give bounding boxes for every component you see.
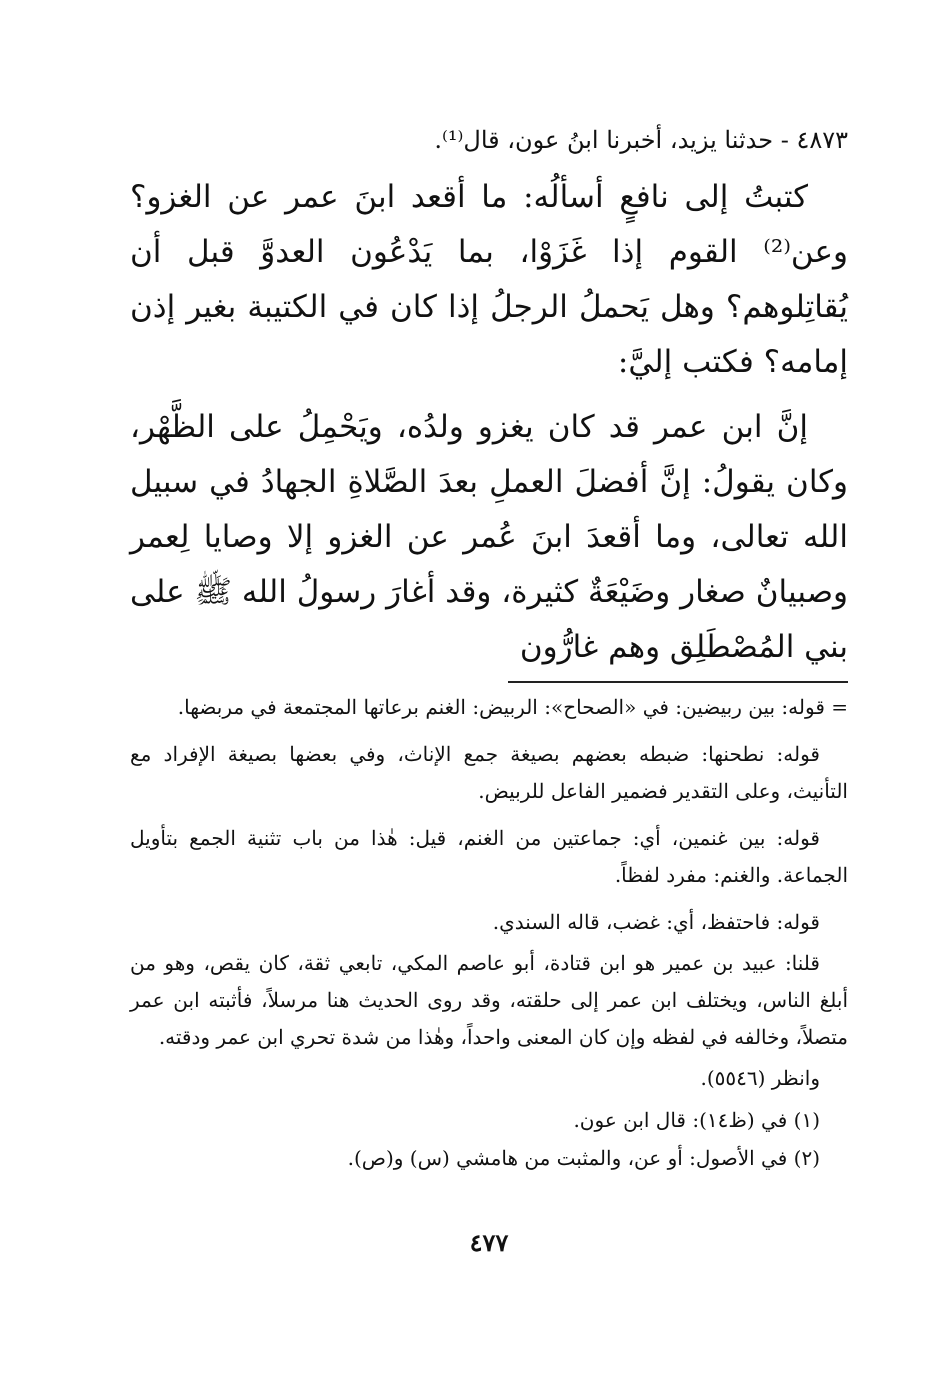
commentary-paragraph: = قوله: بين ربيضين: في «الصحاح»: الربيض: الغنم برعاتها المجتمعة في مربضها. [177,695,848,719]
footnote-separator [508,681,848,683]
commentary-paragraph: قوله: نطحنها: ضبطه بعضهم بصيغة جمع الإناث، وفي بعضها بصيغة الإفراد مع التأنيث، وعلى التقدير فضمير الفاعل للربيض. [130,742,848,803]
page-number: ٤٧٧ [469,1228,509,1257]
footnote: (١) في (ظ١٤): قال ابن عون. [573,1108,820,1132]
footnotes [130,1101,848,1177]
hadith-text [130,170,848,675]
hadith-paragraph-1: كتبتُ إلى نافعٍ أسألُه: ما أقعد ابنَ عمر عن الغزو؟ وعن⁽²⁾ القوم إذا غَزَوْا، بما يَدْعُون العدوَّ قبل أن يُقاتِلوهم؟ وهل يَحملُ الرجلُ إذا كان في الكتيبة بغير إذن إمامه؟ فكتب إليَّ: [130,179,848,380]
commentary [130,689,848,1097]
commentary-paragraph: قوله: بين غنمين، أي: جماعتين من الغنم، قيل: هٰذا من باب تثنية الجمع بتأويل الجماعة. والغنم: مفرد لفظاً. [130,826,848,887]
commentary-paragraph: وانظر (٥٥٤٦). [700,1066,820,1090]
hadith-header: ٤٨٧٣ - حدثنا يزيد، أخبرنا ابنُ عون، قال⁽¹⁾. [434,126,848,154]
hadith-paragraph-2: إنَّ ابن عمر قد كان يغزو ولدُه، ويَحْمِلُ على الظَّهْر، وكان يقولُ: إنَّ أفضلَ العملِ بعدَ الصَّلاةِ الجهادُ في سبيل الله تعالى، وما أقعدَ ابنَ عُمر عن الغزو إلا وصايا لِعمر وصبيانٌ صغار وضَيْعَةٌ كثيرة، وقد أغارَ رسولُ الله ﷺ على بني المُصْطَلِق وهم غارُّون [130,409,848,665]
footnote: (٢) في الأصول: أو عن، والمثبت من هامشي (س) و(ص). [347,1146,820,1170]
book-page [130,118,848,1278]
commentary-paragraph: قلنا: عبيد بن عمير هو ابن قتادة، أبو عاصم المكي، تابعي ثقة، كان يقص، وهو من أبلغ الناس، ويختلف ابن عمر إلى حلقته، وقد روى الحديث هنا مرسلاً، فأثبته ابن عمر متصلاً، وخالفه في لفظه وإن كان المعنى واحداً، وهٰذا من شدة تحري ابن عمر ودقته. [130,951,848,1049]
commentary-paragraph: قوله: فاحتفظ، أي: غضب، قاله السندي. [492,910,820,934]
